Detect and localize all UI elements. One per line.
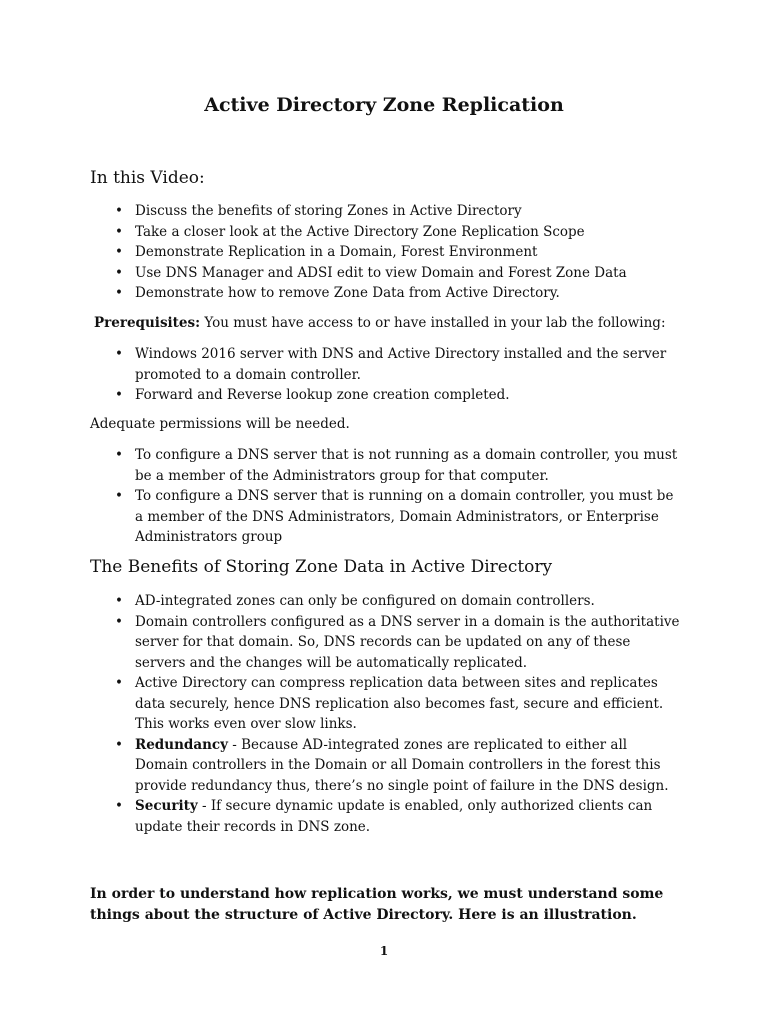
bullet-icon: • — [115, 447, 123, 463]
prerequisites-text: You must have access to or have installed in your lab the following: — [200, 315, 666, 331]
benefits-section — [90, 591, 683, 837]
prerequisites-label: Prerequisites: — [94, 315, 201, 331]
list-item: • Forward and Reverse lookup zone creation completed. — [90, 385, 683, 406]
in-this-video-heading: In this Video: — [90, 168, 205, 188]
list-item: • Domain controllers configured as a DNS server in a domain is the authoritative server for that domain. So, DNS records can be updated on any of these servers and the changes will be automatically replicated. — [115, 613, 680, 671]
bullet-icon: • — [115, 285, 123, 301]
bullet-icon: • — [115, 264, 123, 281]
in-this-video-section — [90, 201, 683, 304]
list-item: • Demonstrate Replication in a Domain, Forest Environment — [90, 242, 683, 263]
bullet-icon: • — [115, 346, 123, 362]
bullet-icon: • — [115, 223, 123, 240]
permissions-list — [90, 445, 683, 548]
closing-paragraph: In order to understand how replication works, we must understand some things about the structure of Active Directory. Here is an illustration. — [90, 886, 664, 923]
bullet-icon: • — [115, 593, 123, 609]
list-item: • AD-integrated zones can only be configured on domain controllers. — [90, 591, 683, 612]
prerequisites-list — [90, 344, 683, 406]
list-item: • Demonstrate how to remove Zone Data from Active Directory. — [90, 283, 683, 304]
redundancy-label: Redundancy — [135, 736, 228, 753]
list-item: • To configure a DNS server that is running on a domain controller, you must be a member of the DNS Administrators, Domain Administrators, or Enterprise Administrators group — [115, 488, 674, 545]
security-label: Security — [135, 798, 198, 814]
bullet-icon: • — [115, 798, 123, 814]
prerequisites-paragraph — [94, 313, 683, 334]
page-number: 1 — [379, 944, 389, 958]
list-item: • Security - If secure dynamic update is enabled, only authorized clients can update their records in DNS zone. — [115, 798, 653, 835]
benefits-heading: The Benefits of Storing Zone Data in Active Directory — [90, 557, 553, 577]
bullet-icon: • — [115, 736, 123, 753]
list-item: • Take a closer look at the Active Directory Zone Replication Scope — [90, 222, 683, 243]
list-item: • Discuss the benefits of storing Zones in Active Directory — [90, 201, 683, 222]
in-this-video-list — [90, 201, 683, 304]
list-item: • Active Directory can compress replication data between sites and replicates data securely, hence DNS replication also becomes fast, secure and efficient. This works even over slow links. — [115, 675, 664, 732]
permissions-section — [90, 445, 683, 548]
permissions-intro: Adequate permissions will be needed. — [90, 416, 350, 432]
prerequisites-section — [90, 344, 683, 406]
bullet-icon: • — [115, 675, 123, 691]
bullet-icon: • — [115, 387, 123, 403]
bullet-icon: • — [115, 244, 123, 260]
document-title: Active Directory Zone Replication — [204, 94, 564, 116]
bullet-icon: • — [115, 203, 123, 219]
list-item: • Redundancy - Because AD-integrated zones are replicated to either all Domain controllers in the Domain or all Domain controllers in the forest this provide redundancy thus, there’s no single point of failure in the DNS design. — [115, 736, 669, 794]
benefits-list — [90, 591, 683, 837]
bullet-icon: • — [115, 613, 123, 630]
list-item: • Windows 2016 server with DNS and Active Directory installed and the server promoted to a domain controller. — [115, 346, 667, 383]
list-item: • To configure a DNS server that is not running as a domain controller, you must be a member of the Administrators group for that computer. — [115, 447, 678, 484]
bullet-icon: • — [115, 488, 123, 504]
list-item: • Use DNS Manager and ADSI edit to view Domain and Forest Zone Data — [90, 263, 683, 284]
